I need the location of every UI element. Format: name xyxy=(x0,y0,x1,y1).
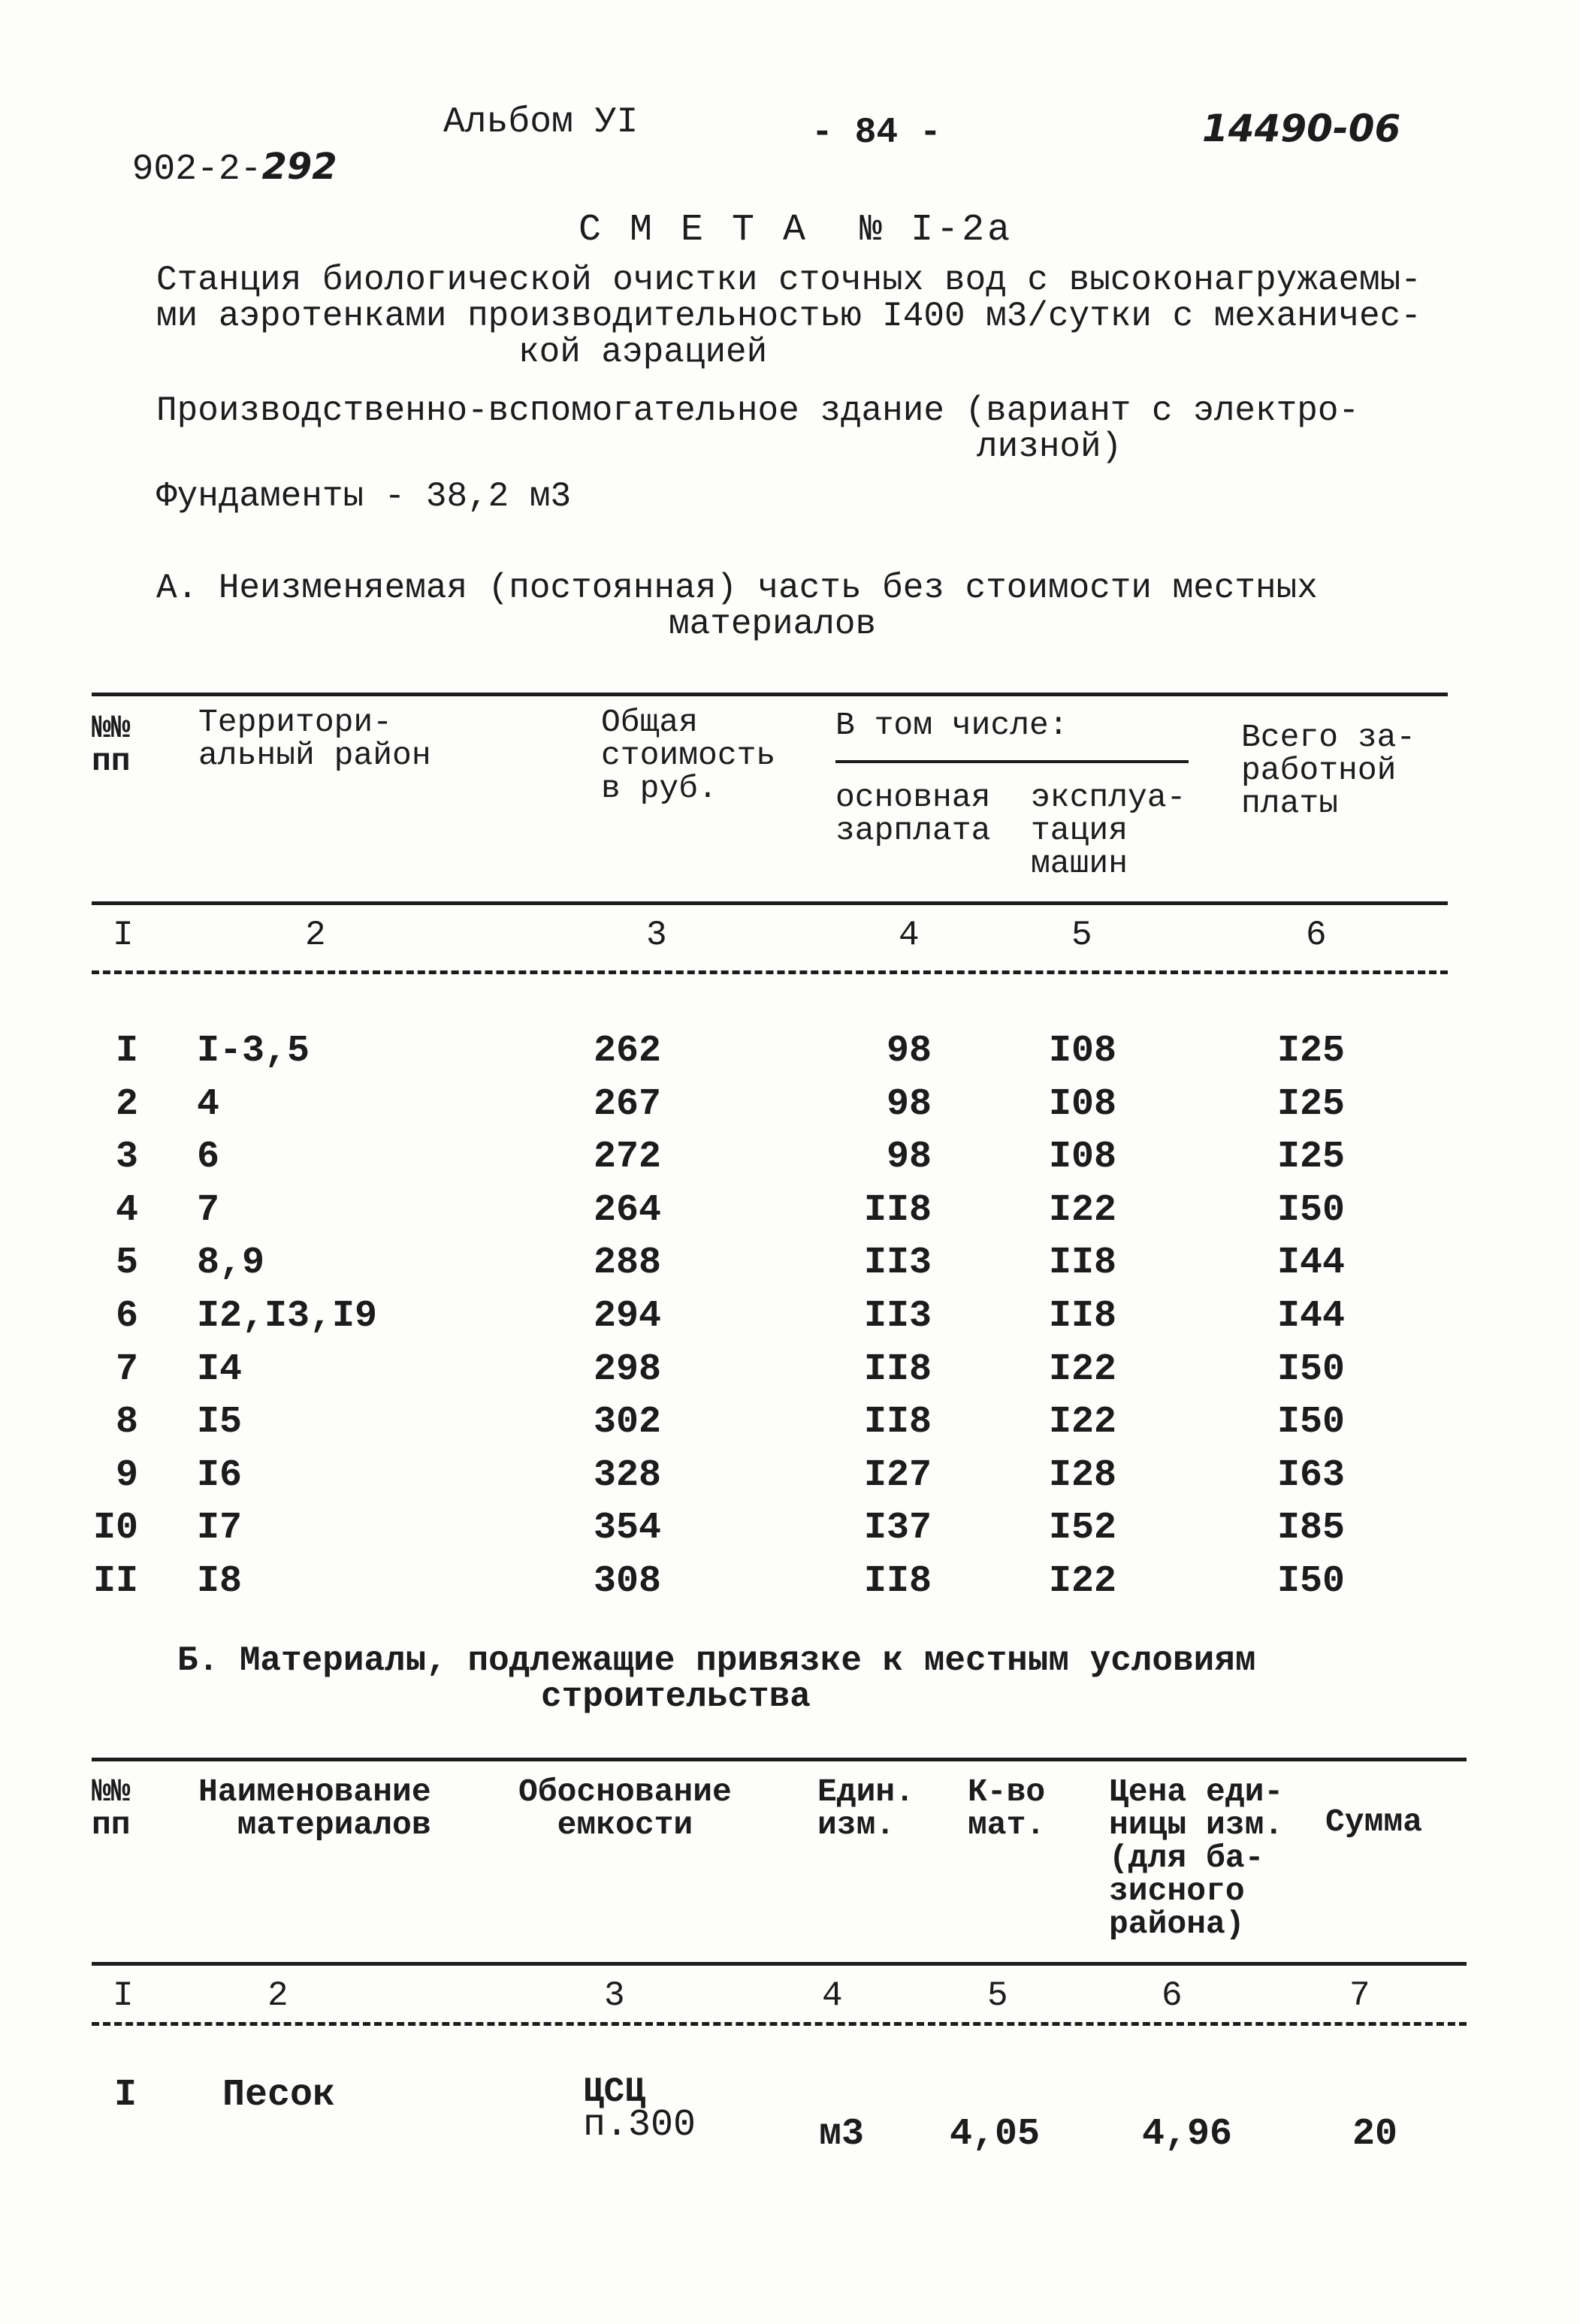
table-a-cell-total: 298 xyxy=(594,1348,662,1391)
table-b-colnum-4: 4 xyxy=(822,1976,843,2015)
table-b-header-unit: Един. изм. xyxy=(817,1773,915,1843)
table-a-cell-n: 6 xyxy=(115,1295,138,1338)
table-a-cell-n: I0 xyxy=(93,1507,139,1550)
building-line-2: лизной) xyxy=(977,427,1122,466)
table-a-cell-total: 272 xyxy=(594,1136,662,1179)
table-a-header-total: Общая стоимость в руб. xyxy=(601,704,776,807)
table-a-cell-wages: I44 xyxy=(1277,1295,1346,1338)
table-a-cell-n: 3 xyxy=(115,1136,138,1179)
table-b-header-qty: К-во мат. xyxy=(968,1773,1046,1843)
table-a-colnum-1: I xyxy=(113,916,134,955)
table-b-header-rule xyxy=(92,1962,1467,1966)
foundations-volume: Фундаменты - 38,2 м3 xyxy=(156,477,572,516)
subtitle-line-2: ми аэротенками производительностью I400 м3/сутки с механичес- xyxy=(156,297,1421,336)
section-b-title-2: строительства xyxy=(541,1677,811,1716)
table-a-cell-machines: II8 xyxy=(1049,1295,1117,1338)
table-a-cell-n: 9 xyxy=(115,1454,138,1497)
table-a-cell-n: 7 xyxy=(115,1348,138,1391)
table-a-cell-salary: II8 xyxy=(863,1401,932,1444)
table-a-cell-total: 294 xyxy=(594,1295,662,1338)
table-a-header-num: №№ пп xyxy=(92,710,131,780)
table-a-cell-machines: I52 xyxy=(1049,1507,1117,1550)
table-a-cell-machines: II8 xyxy=(1049,1242,1117,1284)
table-a-cell-salary: II3 xyxy=(863,1295,932,1338)
table-a-colnum-5: 5 xyxy=(1071,916,1092,955)
table-a-cell-n: 2 xyxy=(115,1083,138,1126)
table-a-cell-machines: I22 xyxy=(1049,1189,1117,1232)
table-b-colnum-3: 3 xyxy=(604,1976,625,2015)
table-a-cell-region: 7 xyxy=(197,1189,220,1232)
table-b-row-num: I xyxy=(114,2074,137,2117)
doc-number: 14490-06 xyxy=(1202,107,1401,150)
table-b-header-name: Наименование материалов xyxy=(198,1773,431,1843)
table-a-cell-region: I6 xyxy=(197,1454,243,1497)
table-a-cell-wages: I50 xyxy=(1277,1401,1346,1444)
table-a-cell-machines: I22 xyxy=(1049,1348,1117,1391)
section-a-title-1: А. Неизменяемая (постоянная) часть без стоимости местных xyxy=(156,569,1318,608)
table-a-cell-region: 6 xyxy=(197,1136,220,1179)
table-a-header-salary: основная зарплата xyxy=(835,779,991,849)
table-b-header-num: №№ пп xyxy=(92,1773,131,1843)
table-a-cell-machines: I22 xyxy=(1049,1401,1117,1444)
table-a-header-territory: Территори- альный район xyxy=(198,704,431,774)
table-a-cell-salary: 98 xyxy=(886,1083,932,1126)
section-a-title-2: материалов xyxy=(669,605,877,644)
table-a-cell-region: 8,9 xyxy=(197,1242,265,1284)
table-a-cell-region: I8 xyxy=(197,1560,243,1603)
table-a-cell-salary: I27 xyxy=(863,1454,932,1497)
table-a-cell-wages: I50 xyxy=(1277,1560,1346,1603)
table-a-cell-region: I4 xyxy=(197,1348,243,1391)
table-a-cell-total: 302 xyxy=(594,1401,662,1444)
table-a-header-wages: Всего за- работной платы xyxy=(1241,719,1416,822)
table-a-cell-wages: I25 xyxy=(1277,1083,1346,1126)
table-a-subheader-rule xyxy=(835,760,1189,763)
table-a-cell-region: I7 xyxy=(197,1507,243,1550)
table-b-row-qty: 4,05 xyxy=(950,2113,1041,2156)
table-b-colnum-6: 6 xyxy=(1162,1976,1183,2015)
page-title: С М Е Т А № I-2а xyxy=(579,209,1014,252)
table-a-cell-machines: I28 xyxy=(1049,1454,1117,1497)
table-b-colnum-7: 7 xyxy=(1349,1976,1370,2015)
table-b-row-basis-2: п.300 xyxy=(583,2104,696,2147)
table-a-cell-wages: I50 xyxy=(1277,1189,1346,1232)
table-a-cell-total: 328 xyxy=(594,1454,662,1497)
table-a-cell-machines: I08 xyxy=(1049,1030,1117,1073)
table-a-cell-machines: I08 xyxy=(1049,1083,1117,1126)
table-b-row-price: 4,96 xyxy=(1142,2113,1233,2156)
table-a-colnum-3: 3 xyxy=(646,916,667,955)
subtitle-line-1: Станция биологической очистки сточных вод с высоконагружаемы- xyxy=(156,261,1421,300)
page-number: - 84 - xyxy=(811,113,941,153)
table-b-top-rule xyxy=(92,1758,1467,1761)
table-a-cell-wages: I25 xyxy=(1277,1136,1346,1179)
table-a-cell-n: 4 xyxy=(115,1189,138,1232)
table-b-row-name: Песок xyxy=(222,2074,336,2117)
table-a-cell-region: I-3,5 xyxy=(197,1030,310,1073)
table-a-cell-total: 262 xyxy=(594,1030,662,1073)
table-a-header-rule xyxy=(92,901,1448,905)
table-a-cell-salary: II8 xyxy=(863,1560,932,1603)
table-a-cell-n: 5 xyxy=(115,1242,138,1284)
table-b-row-basis-1: ЦСЦ xyxy=(583,2072,645,2111)
table-a-cell-salary: II3 xyxy=(863,1242,932,1284)
table-a-cell-total: 288 xyxy=(594,1242,662,1284)
table-a-cell-total: 308 xyxy=(594,1560,662,1603)
table-a-cell-region: I5 xyxy=(197,1401,243,1444)
table-a-header-machines: эксплуа- тация машин xyxy=(1031,779,1186,882)
table-a-cell-region: 4 xyxy=(197,1083,220,1126)
table-a-cell-n: II xyxy=(93,1560,139,1603)
album-label: Альбом УI xyxy=(443,102,639,143)
table-b-header-price: Цена еди- ницы изм. (для ба- зисного района) xyxy=(1109,1773,1284,1942)
table-a-cell-salary: 98 xyxy=(886,1136,932,1179)
table-b-dashed-rule xyxy=(92,2022,1467,2026)
table-a-header-including: В том числе: xyxy=(835,707,1068,744)
table-a-cell-total: 267 xyxy=(594,1083,662,1126)
table-a-cell-machines: I08 xyxy=(1049,1136,1117,1179)
table-a-cell-wages: I44 xyxy=(1277,1242,1346,1284)
table-b-header-basis: Обоснование емкости xyxy=(518,1773,732,1843)
table-b-row-sum: 20 xyxy=(1352,2113,1398,2156)
table-a-cell-total: 354 xyxy=(594,1507,662,1550)
table-a-dashed-rule xyxy=(92,970,1448,974)
table-b-colnum-5: 5 xyxy=(987,1976,1008,2015)
section-b-title-1: Б. Материалы, подлежащие привязке к местным условиям xyxy=(177,1641,1256,1680)
series-code: 902-2-292 xyxy=(131,146,337,190)
table-a-cell-salary: II8 xyxy=(863,1189,932,1232)
table-b-row-unit: м3 xyxy=(819,2113,865,2156)
table-a-cell-n: I xyxy=(115,1030,138,1073)
table-a-colnum-2: 2 xyxy=(305,916,326,955)
table-a-cell-salary: II8 xyxy=(863,1348,932,1391)
building-line-1: Производственно-вспомогательное здание (вариант с электро- xyxy=(156,391,1360,430)
table-a-cell-wages: I50 xyxy=(1277,1348,1346,1391)
table-a-cell-salary: I37 xyxy=(863,1507,932,1550)
table-a-colnum-6: 6 xyxy=(1306,916,1327,955)
table-a-colnum-4: 4 xyxy=(899,916,920,955)
table-b-colnum-2: 2 xyxy=(267,1976,289,2015)
table-b-colnum-1: I xyxy=(113,1976,134,2015)
table-a-cell-wages: I85 xyxy=(1277,1507,1346,1550)
table-a-cell-wages: I25 xyxy=(1277,1030,1346,1073)
table-a-cell-total: 264 xyxy=(594,1189,662,1232)
table-a-top-rule xyxy=(92,693,1448,696)
table-a-cell-machines: I22 xyxy=(1049,1560,1117,1603)
table-b-header-sum: Сумма xyxy=(1325,1803,1423,1840)
table-a-cell-n: 8 xyxy=(115,1401,138,1444)
table-a-cell-salary: 98 xyxy=(886,1030,932,1073)
subtitle-line-3: кой аэрацией xyxy=(518,333,768,372)
series-code-handwritten: 292 xyxy=(261,146,337,188)
table-a-cell-region: I2,I3,I9 xyxy=(197,1295,378,1338)
table-a-cell-wages: I63 xyxy=(1277,1454,1346,1497)
